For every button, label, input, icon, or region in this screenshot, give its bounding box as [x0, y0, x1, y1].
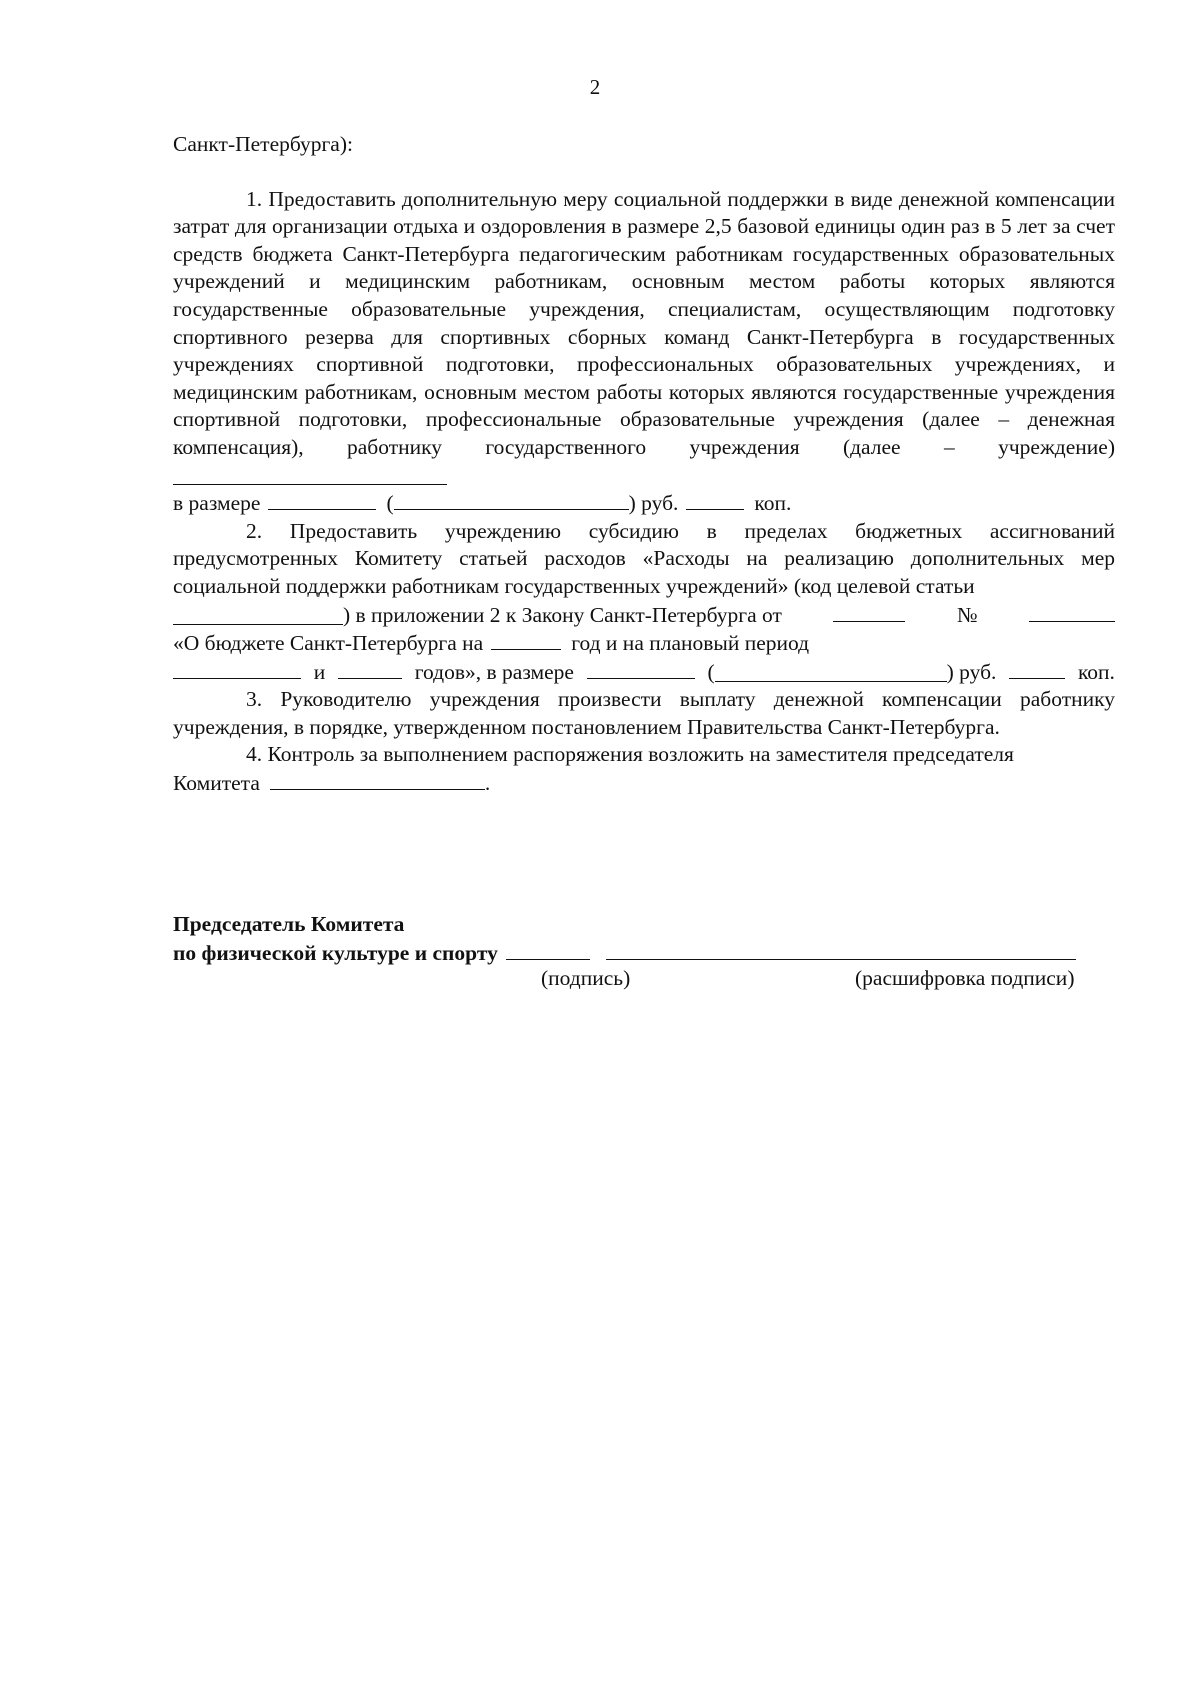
paragraph-2-line-2	[173, 601, 1115, 630]
law-reference-text: ) в приложении 2 к Закону Санкт-Петербурга от	[343, 602, 782, 627]
signature-line	[173, 939, 1115, 968]
subsidy-kop-blank[interactable]	[1009, 658, 1065, 679]
paragraph-2-line-3	[173, 629, 1115, 658]
paragraph-2-line-4	[173, 658, 1115, 687]
amount-kop-blank[interactable]	[686, 489, 744, 510]
subsidy-kop-label: коп.	[1077, 659, 1115, 684]
paragraph-4-line-2	[173, 769, 1115, 798]
amount-words-blank[interactable]	[394, 489, 629, 510]
law-date-blank[interactable]	[833, 601, 905, 622]
signature-block	[173, 910, 1115, 968]
chairman-title: Председатель Комитета	[173, 912, 405, 936]
paragraph-2-text: 2. Предоставить учреждению субсидию в пределах бюджетных ассигнований предусмотренных Комитету статьей расходов «Расходы на реализацию дополнительных мер социальной поддержки работникам государственных учреждений» (код целевой статьи	[173, 518, 1115, 598]
page-number: 2	[589, 75, 601, 99]
amount-number-blank[interactable]	[268, 489, 376, 510]
committee-full-name: по физической культуре и спорту	[173, 941, 498, 965]
subsidy-rub-label: ) руб.	[946, 659, 997, 684]
subsidy-words-blank[interactable]	[715, 661, 947, 682]
paragraph-3	[173, 686, 1115, 741]
intro-line: Санкт-Петербурга):	[173, 132, 353, 156]
paragraph-3-text: 3. Руководителю учреждения произвести выплату денежной компенсации работнику учреждения, в порядке, утвержденном постановлением Правительства Санкт-Петербурга.	[173, 687, 1115, 739]
committee-label: Комитета	[173, 771, 260, 796]
target-code-blank[interactable]	[173, 604, 343, 625]
amount-prefix: в размере	[173, 491, 261, 516]
paragraph-4-period: .	[484, 771, 491, 796]
budget-year-blank[interactable]	[491, 629, 561, 650]
years-amount-text: годов», в размере	[414, 659, 574, 684]
paragraph-1-text: 1. Предоставить дополнительную меру социальной поддержки в виде денежной компенсации затрат для организации отдыха и оздоровления в размере 2,5 базовой единицы один раз в 5 лет за счет средств бюджета Санкт-Петербурга педагогическим работникам государственных образовательных учреждений и медицинским работникам, основным местом работы которых являются государственные образовательные учреждения, специалистам, осуществляющим подготовку спортивного резерва для спортивных сборных команд Санкт-Петербурга в государственных учреждениях спортивной подготовки, профессиональных образовательных учреждениях, и медицинским работникам, основным местом работы которых являются государственные учреждения спортивной подготовки, профессиональные образовательные учреждения (далее – денежная компенсация), работнику государственного учреждения (далее – учреждение)	[173, 186, 1115, 459]
document-body	[173, 131, 1115, 798]
signature-blank[interactable]	[506, 939, 590, 960]
signature-decode-caption: (расшифровка подписи)	[855, 966, 1075, 990]
period-and: и	[313, 659, 326, 684]
deputy-name-blank[interactable]	[270, 769, 485, 790]
amount-open-paren: (	[386, 491, 394, 516]
amount-kop-label: коп.	[754, 491, 792, 516]
period-end-blank[interactable]	[338, 658, 402, 679]
paragraph-1-amount-line	[173, 489, 1115, 518]
signature-caption: (подпись)	[541, 966, 631, 990]
planning-period-text: год и на плановый период	[571, 631, 810, 656]
paragraph-1	[173, 186, 1115, 490]
law-number-blank[interactable]	[1029, 601, 1115, 622]
institution-name-blank[interactable]	[173, 464, 447, 485]
paragraph-4	[173, 741, 1115, 769]
signature-decode-blank[interactable]	[606, 939, 1076, 960]
amount-rub-label: ) руб.	[628, 491, 679, 516]
paragraph-4-text: 4. Контроль за выполнением распоряжения возложить на заместителя председателя	[246, 742, 1014, 767]
law-number-sign: №	[956, 602, 978, 627]
budget-law-title: «О бюджете Санкт-Петербурга на	[173, 631, 484, 656]
subsidy-number-blank[interactable]	[587, 658, 695, 679]
paragraph-2	[173, 518, 1115, 601]
period-start-blank[interactable]	[173, 658, 301, 679]
subsidy-open-paren: (	[707, 659, 715, 684]
